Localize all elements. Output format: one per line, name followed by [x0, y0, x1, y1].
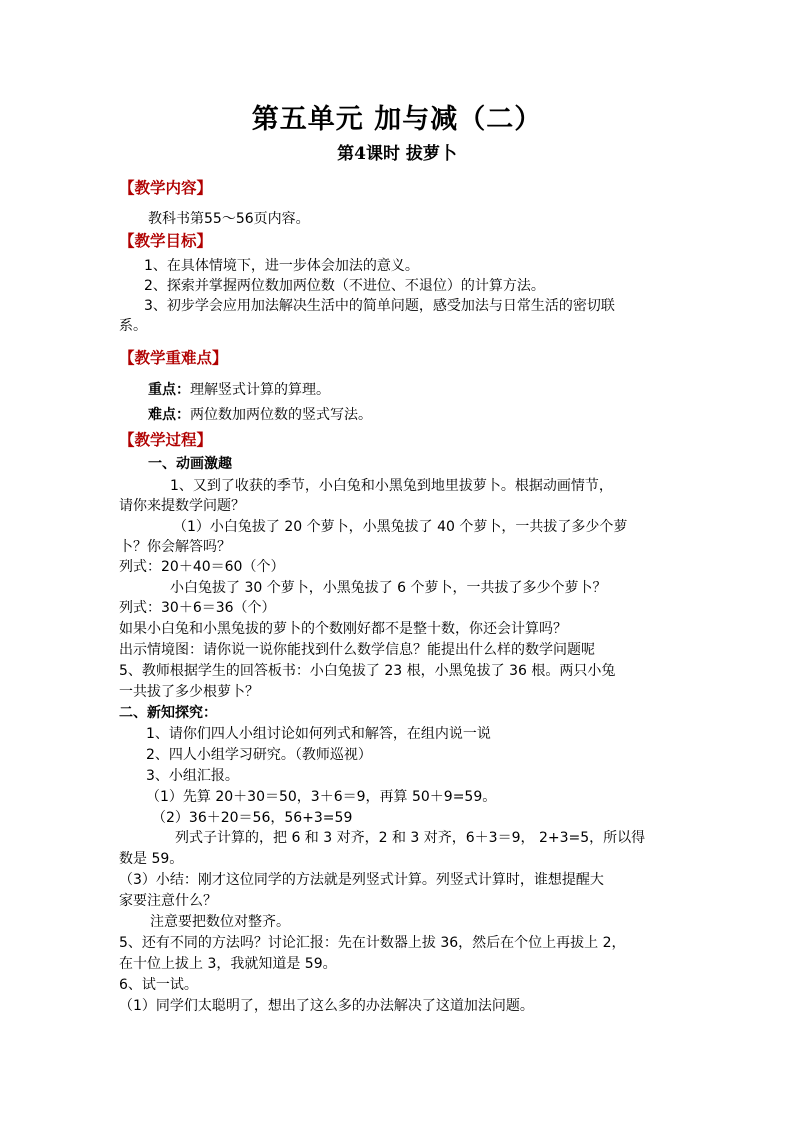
- process-heading: 【教学过程】: [119, 431, 213, 449]
- process-line: （2）36＋20＝56，56+3=59: [152, 810, 353, 826]
- goal-item: 系。: [119, 318, 147, 334]
- focus-line: [148, 380, 330, 401]
- goal-item: 1、在具体情境下，进一步体会加法的意义。: [144, 258, 419, 274]
- part1-heading: 一、动画激趣: [148, 456, 232, 472]
- process-line: 卜？你会解答吗？: [119, 539, 231, 555]
- difficulty-line: [148, 405, 372, 426]
- focus-text: 理解竖式计算的算理。: [190, 382, 330, 398]
- process-line: 家要注意什么？: [119, 893, 217, 909]
- difficulty-text: 两位数加两位数的竖式写法。: [190, 407, 372, 423]
- process-line: 请你来提数学问题？: [119, 498, 245, 514]
- process-line: 如果小白兔和小黑兔拔的萝卜的个数刚好都不是整十数，你还会计算吗？: [119, 621, 567, 637]
- process-line: 列式：30＋6＝36（个）: [119, 600, 276, 616]
- process-line: 5、还有不同的方法吗？讨论汇报：先在计数器上拔 36，然后在个位上再拔上 2，: [119, 935, 626, 951]
- process-line: 在十位上拔上 3，我就知道是 59。: [119, 956, 337, 972]
- process-line: 出示情境图：请你说一说你能找到什么数学信息？能提出什么样的数学问题呢: [119, 642, 595, 658]
- process-line: 3、小组汇报。: [146, 768, 239, 784]
- process-line: （1）同学们太聪明了，想出了这么多的办法解决了这道加法问题。: [119, 998, 534, 1014]
- part2-heading: 二、新知探究：: [119, 705, 217, 721]
- process-line: 1、请你们四人小组讨论如何列式和解答，在组内说一说: [146, 726, 491, 742]
- focus-label: 重点：: [148, 382, 190, 398]
- content-heading: 【教学内容】: [119, 179, 213, 197]
- process-line: 注意要把数位对整齐。: [150, 914, 290, 930]
- process-line: 列式：20＋40＝60（个）: [119, 559, 285, 575]
- process-line: 一共拔了多少根萝卜？: [119, 684, 259, 700]
- process-line: （3）小结：刚才这位同学的方法就是列竖式计算。列竖式计算时，谁想提醒大: [119, 872, 604, 888]
- goal-item: 3、初步学会应用加法解决生活中的简单问题，感受加法与日常生活的密切联: [144, 298, 615, 314]
- process-line: 1、又到了收获的季节，小白兔和小黑兔到地里拔萝卜。根据动画情节，: [170, 478, 613, 494]
- process-line: （1）先算 20＋30＝50，3＋6＝9，再算 50＋9=59。: [146, 789, 497, 805]
- process-line: 小白兔拔了 30 个萝卜，小黑兔拔了 6 个萝卜，一共拔了多少个萝卜？: [170, 580, 607, 596]
- process-line: 数是 59。: [119, 851, 184, 867]
- process-line: 6、试一试。: [119, 977, 198, 993]
- difficulty-label: 难点：: [148, 407, 190, 423]
- unit-title: 第五单元 加与减（二）: [251, 104, 543, 135]
- goal-item: 2、探索并掌握两位数加两位数（不进位、不退位）的计算方法。: [144, 278, 545, 294]
- lesson-subtitle: 第4课时 拔萝卜: [337, 144, 457, 164]
- key-heading: 【教学重难点】: [119, 349, 228, 367]
- process-line: （1）小白兔拔了 20 个萝卜，小黑兔拔了 40 个萝卜，一共拔了多少个萝: [173, 519, 628, 535]
- content-text: 教科书第55～56页内容。: [148, 211, 310, 227]
- goals-heading: 【教学目标】: [119, 232, 213, 250]
- process-line: 5、教师根据学生的回答板书：小白兔拔了 23 根，小黑兔拔了 36 根。两只小兔: [119, 663, 616, 679]
- process-line: 列式子计算的，把 6 和 3 对齐，2 和 3 对齐，6＋3＝9， 2+3=5，所以得: [175, 830, 646, 846]
- process-line: 2、四人小组学习研究。（教师巡视）: [146, 747, 372, 763]
